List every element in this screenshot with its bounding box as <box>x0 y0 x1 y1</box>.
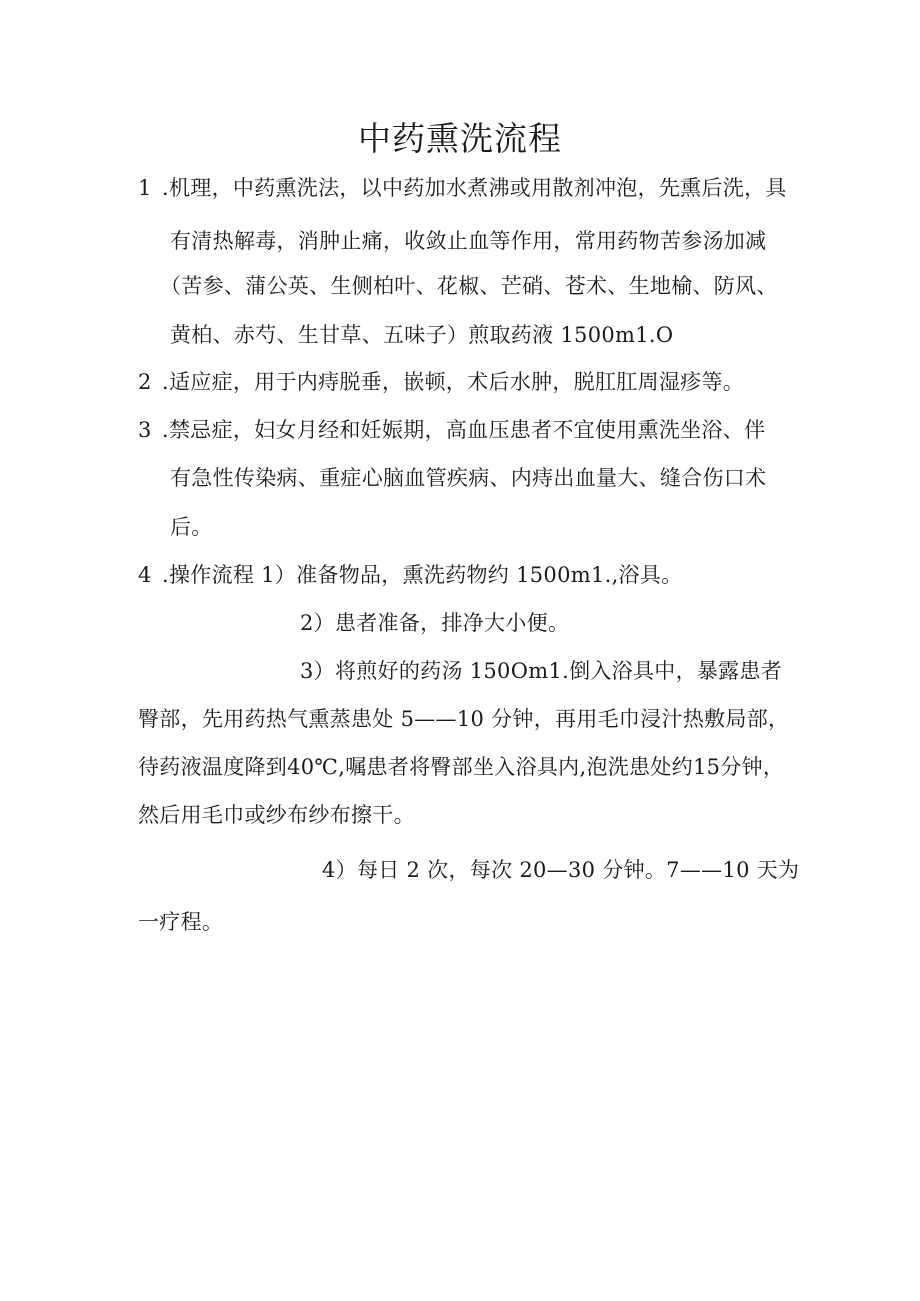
section-3-number: 3 <box>138 418 152 442</box>
section-4-line-1-text: .操作流程 1）准备物品，熏洗药物约 1500m1.,浴具。 <box>162 563 683 587</box>
section-4-number: 4 <box>138 563 152 587</box>
section-4-step-3-line-3: 待药液温度降到40℃,嘱患者将臀部坐入浴具内,泡洗患处约15分钟， <box>138 755 785 779</box>
section-4-step-3-line-1: 3）将煎好的药汤 150Om1.倒入浴具中，暴露患者 <box>300 659 783 683</box>
section-2-line-1-text: .适应症，用于内痔脱垂，嵌顿，术后水肿，脱肛肛周湿疹等。 <box>162 370 745 394</box>
section-3-line-2: 有急性传染病、重症心脑血管疾病、内痔出血量大、缝合伤口术 <box>170 466 767 490</box>
section-1-line-3: （苦参、蒲公英、生侧柏叶、花椒、芒硝、苍术、生地榆、防风、 <box>160 274 778 298</box>
section-3-line-1-text: .禁忌症，妇女月经和妊娠期，高血压患者不宜使用熏洗坐浴、伴 <box>162 418 766 442</box>
section-1-line-2: 有清热解毒，消肿止痛，收敛止血等作用，常用药物苦参汤加减 <box>170 229 767 253</box>
section-4-line-1 <box>138 560 682 590</box>
section-3-line-1 <box>138 415 765 445</box>
section-4-step-4-line-2: 一疗程。 <box>138 910 224 934</box>
section-1-number: 1 <box>138 176 152 200</box>
section-4-step-3-line-2: 臀部，先用药热气熏蒸患处 5——10 分钟，再用毛巾浸汁热敷局部， <box>138 707 790 731</box>
section-1-line-1-text: .机理，中药熏洗法，以中药加水煮沸或用散剂冲泡，先熏后洗，具 <box>162 176 787 200</box>
section-4-step-4-line-1: 4）每日 2 次，每次 20—30 分钟。7——10 天为 <box>322 858 800 882</box>
section-4-step-2: 2）患者准备，排净大小便。 <box>300 611 570 635</box>
section-4-step-3-line-4: 然后用毛巾或纱布纱布擦干。 <box>138 803 415 827</box>
section-2-line-1 <box>138 367 744 397</box>
section-1-line-4: 黄柏、赤芍、生甘草、五味子）煎取药液 1500m1.O <box>170 323 674 347</box>
section-2-number: 2 <box>138 370 152 394</box>
page-title: 中药熏洗流程 <box>358 119 562 158</box>
section-1-line-1 <box>138 173 787 203</box>
section-3-line-3: 后。 <box>170 515 213 539</box>
